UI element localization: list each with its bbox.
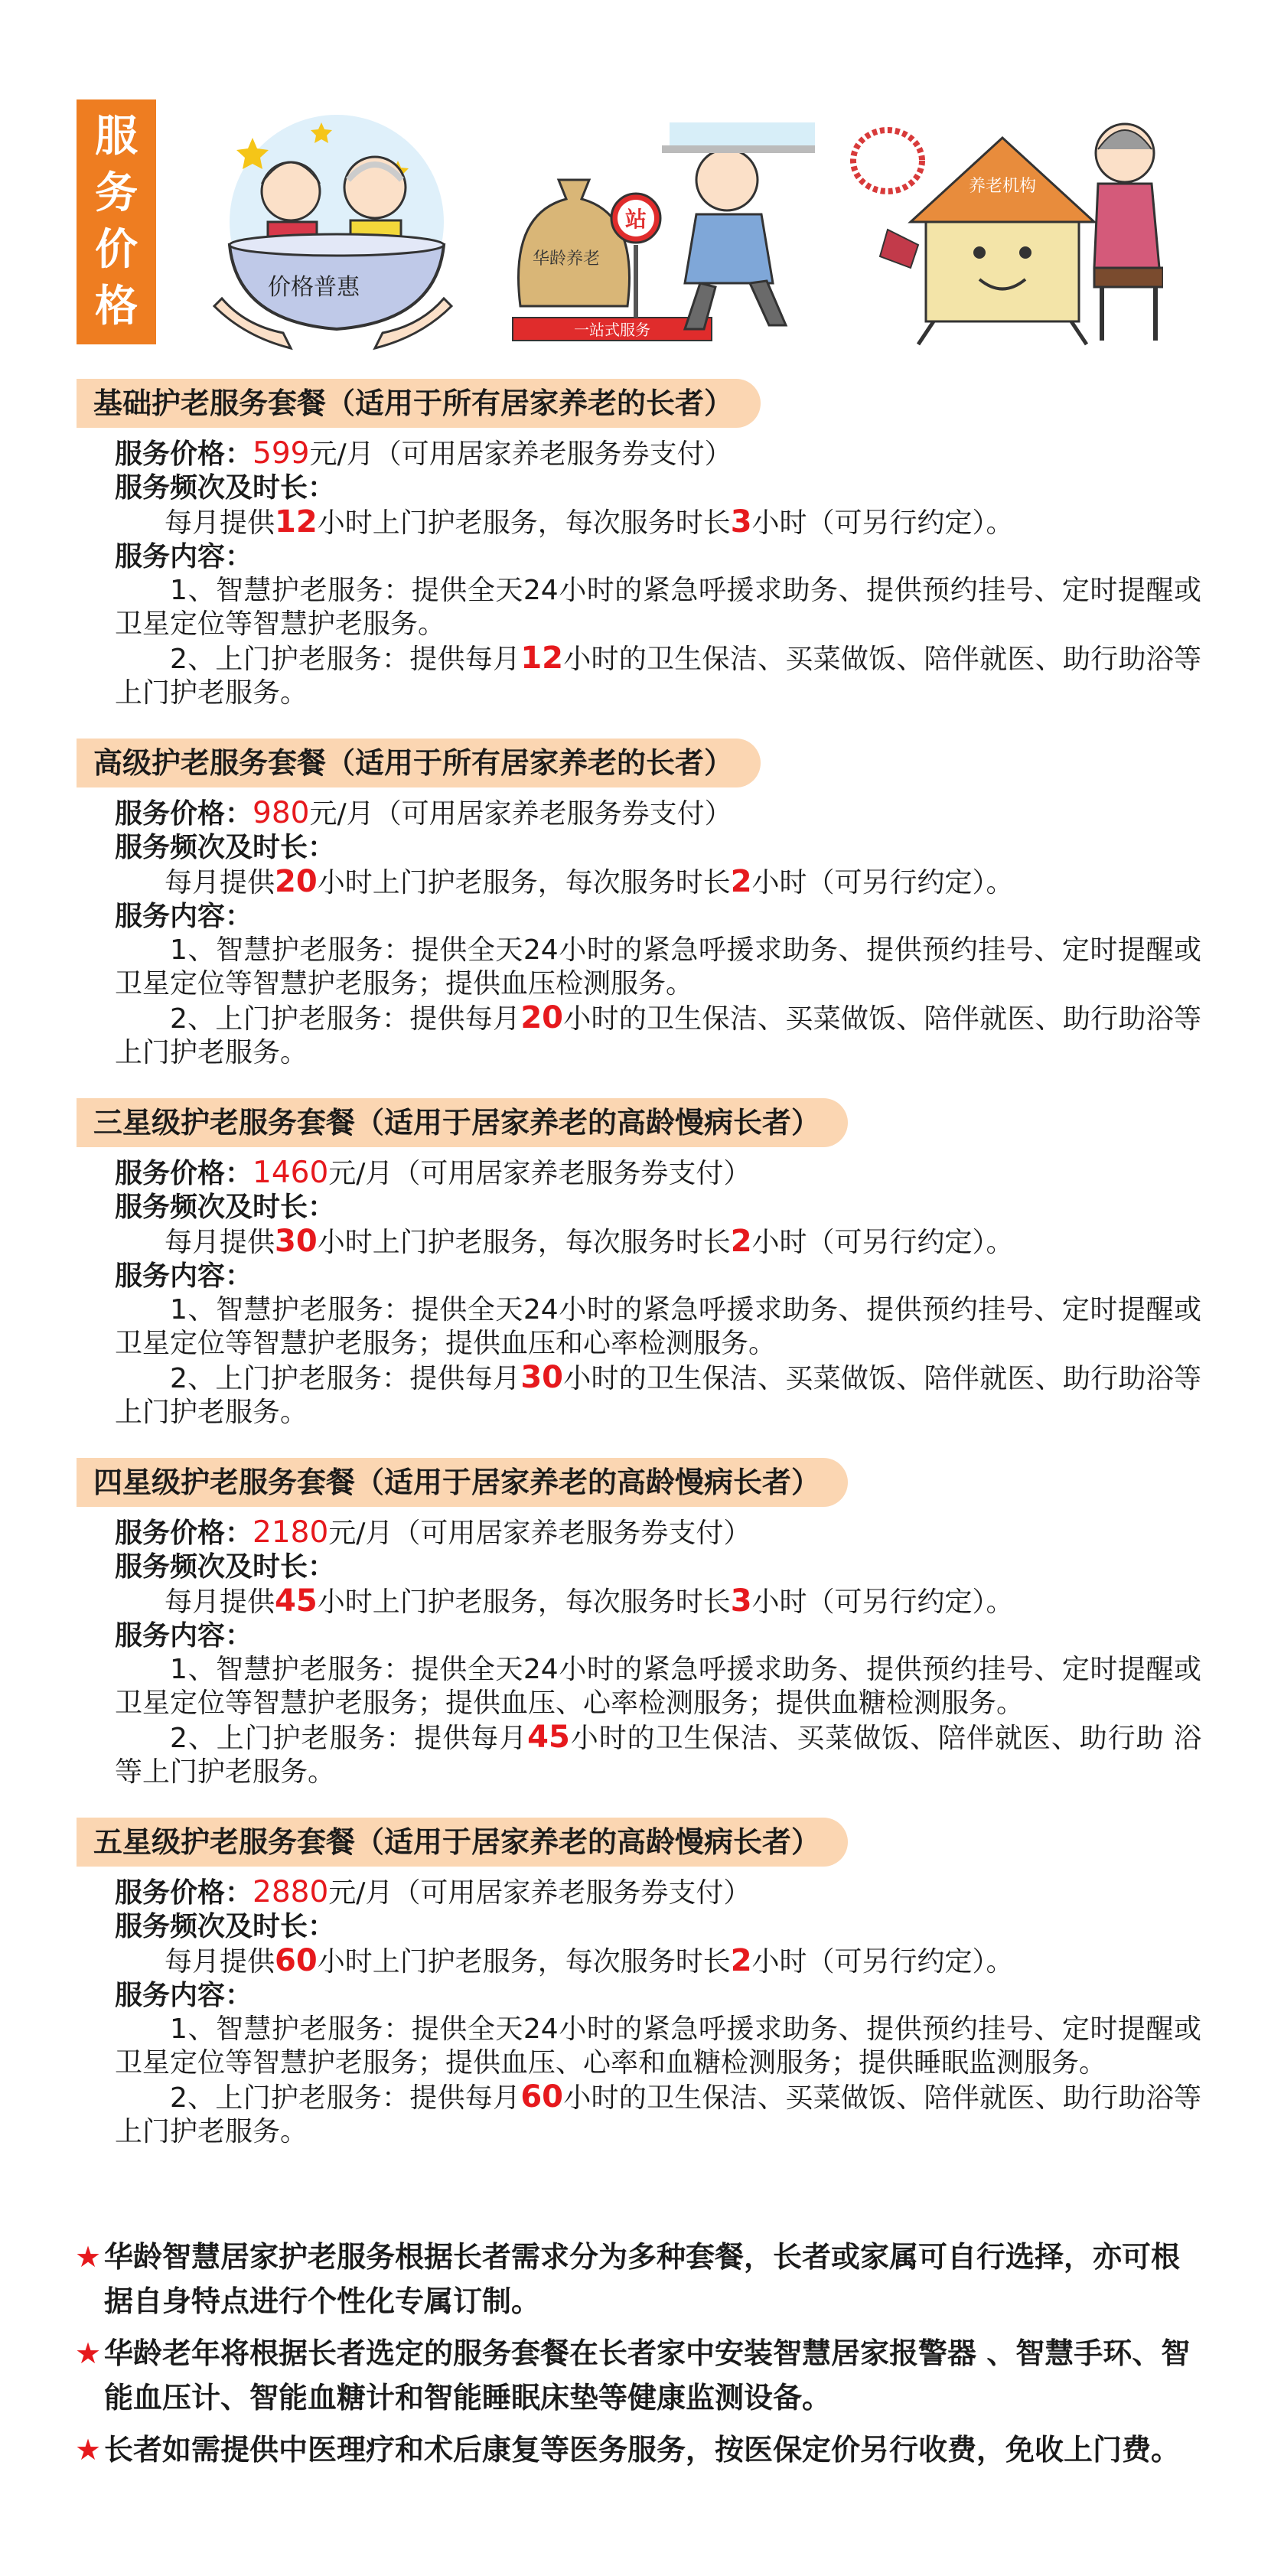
service-item-home bbox=[115, 641, 1201, 710]
freq-text-c: 小时（可另行约定）。 bbox=[751, 867, 1014, 898]
nursing-home-illustration bbox=[842, 107, 1163, 352]
notes-section bbox=[75, 2235, 1207, 2480]
package-title: 四星级护老服务套餐（适用于居家养老的高龄慢病长者） bbox=[77, 1458, 848, 1507]
item2-hours: 60 bbox=[520, 2079, 563, 2115]
freq-text-c: 小时（可另行约定）。 bbox=[751, 1586, 1014, 1618]
price-value: 599 bbox=[253, 436, 310, 471]
freq-text-a: 每月提供 bbox=[165, 1586, 275, 1618]
banner-text: 一站式服务 bbox=[574, 321, 650, 339]
item2-text-b: 小时的卫生保洁、买菜做饭、陪伴就医、助行助浴等上门护老服务。 bbox=[115, 2082, 1201, 2147]
frequency-text bbox=[115, 1224, 1201, 1260]
note-item bbox=[75, 2331, 1207, 2420]
price-row bbox=[115, 1516, 1201, 1550]
price-suffix: 元/月（可用居家养老服务券支付） bbox=[309, 439, 732, 470]
price-suffix: 元/月（可用居家养老服务券支付） bbox=[328, 1877, 751, 1909]
item2-hours: 20 bbox=[520, 1000, 563, 1035]
content-label: 服务内容： bbox=[115, 1260, 253, 1292]
item2-hours: 30 bbox=[520, 1360, 563, 1395]
content-label: 服务内容： bbox=[115, 1980, 253, 2011]
package-title: 三星级护老服务套餐（适用于居家养老的高龄慢病长者） bbox=[77, 1098, 848, 1147]
freq-text-b: 小时上门护老服务，每次服务时长 bbox=[317, 1946, 731, 1978]
price-row bbox=[115, 1156, 1201, 1191]
note-item bbox=[75, 2235, 1207, 2323]
item2-text-b: 小时的卫生保洁、买菜做饭、陪伴就医、助行助 浴等上门护老服务。 bbox=[115, 1723, 1201, 1788]
price-value: 2880 bbox=[253, 1875, 329, 1909]
package-body bbox=[115, 1156, 1201, 1430]
freq-text-b: 小时上门护老服务，每次服务时长 bbox=[317, 867, 731, 898]
price-label: 服务价格： bbox=[115, 1158, 253, 1189]
monthly-hours: 30 bbox=[275, 1224, 318, 1259]
item2-text-a: 2、上门护老服务：提供每月 bbox=[170, 1723, 528, 1754]
service-item-smart: 1、智慧护老服务：提供全天24小时的紧急呼援求助务、提供预约挂号、定时提醒或卫星定位等智慧护老服务；提供血压检测服务。 bbox=[115, 934, 1201, 999]
package-three-star bbox=[0, 1098, 1271, 1458]
package-body bbox=[115, 1876, 1201, 2149]
item2-text-b: 小时的卫生保洁、买菜做饭、陪伴就医、助行助浴等上门护老服务。 bbox=[115, 644, 1201, 709]
package-title: 高级护老服务套餐（适用于所有居家养老的长者） bbox=[77, 739, 761, 787]
item2-text-a: 2、上门护老服务：提供每月 bbox=[170, 2082, 521, 2114]
item2-hours: 45 bbox=[527, 1720, 570, 1755]
freq-text-a: 每月提供 bbox=[165, 1946, 275, 1978]
service-item-home bbox=[115, 2080, 1201, 2149]
price-label: 服务价格： bbox=[115, 1518, 253, 1549]
package-list bbox=[0, 379, 1271, 2204]
content-label: 服务内容： bbox=[115, 901, 253, 932]
freq-text-c: 小时（可另行约定）。 bbox=[751, 1227, 1014, 1258]
package-advanced bbox=[0, 739, 1271, 1098]
freq-text-a: 每月提供 bbox=[165, 1227, 275, 1258]
price-suffix: 元/月（可用居家养老服务券支付） bbox=[328, 1158, 751, 1189]
package-title: 五星级护老服务套餐（适用于居家养老的高龄慢病长者） bbox=[77, 1818, 848, 1867]
section-title bbox=[77, 99, 156, 344]
price-label: 服务价格： bbox=[115, 1877, 253, 1909]
frequency-label: 服务频次及时长： bbox=[115, 472, 336, 504]
star-icon: ★ bbox=[75, 2433, 102, 2467]
item2-text-a: 2、上门护老服务：提供每月 bbox=[170, 1003, 521, 1035]
title-char: 务 bbox=[95, 168, 138, 218]
frequency-label: 服务频次及时长： bbox=[115, 1192, 336, 1223]
price-row bbox=[115, 437, 1201, 471]
price-label: 服务价格： bbox=[115, 798, 253, 830]
session-hours: 2 bbox=[730, 1224, 752, 1259]
service-item-home bbox=[115, 1720, 1201, 1789]
monthly-hours: 20 bbox=[275, 864, 318, 899]
bag-text: 华龄养老 bbox=[532, 249, 601, 269]
note-text: 华龄智慧居家护老服务根据长者需求分为多种套餐，长者或家属可自行选择，亦可根据自身特点进行个性化专属订制。 bbox=[104, 2240, 1181, 2318]
monthly-hours: 45 bbox=[275, 1583, 318, 1619]
item2-text-b: 小时的卫生保洁、买菜做饭、陪伴就医、助行助浴等上门护老服务。 bbox=[115, 1003, 1201, 1068]
session-hours: 3 bbox=[730, 504, 752, 540]
freq-text-a: 每月提供 bbox=[165, 867, 275, 898]
price-label: 服务价格： bbox=[115, 439, 253, 470]
package-body bbox=[115, 437, 1201, 710]
bowl-text: 价格普惠 bbox=[268, 274, 360, 301]
note-text: 华龄老年将根据长者选定的服务套餐在长者家中安装智慧居家报警器 、智慧手环、智能血压计、智能血糖计和智能睡眠床垫等健康监测设备。 bbox=[104, 2336, 1191, 2415]
session-hours: 2 bbox=[730, 864, 752, 899]
note-item bbox=[75, 2428, 1207, 2472]
frequency-label: 服务频次及时长： bbox=[115, 1911, 336, 1942]
title-char: 服 bbox=[95, 112, 138, 161]
package-body bbox=[115, 1516, 1201, 1789]
service-item-home bbox=[115, 1001, 1201, 1070]
frequency-label: 服务频次及时长： bbox=[115, 1551, 336, 1583]
price-suffix: 元/月（可用居家养老服务券支付） bbox=[309, 798, 732, 830]
service-item-smart: 1、智慧护老服务：提供全天24小时的紧急呼援求助务、提供预约挂号、定时提醒或卫星定位等智慧护老服务；提供血压和心率检测服务。 bbox=[115, 1294, 1201, 1359]
price-value: 1460 bbox=[253, 1156, 329, 1190]
title-char: 格 bbox=[95, 282, 138, 331]
item2-text-b: 小时的卫生保洁、买菜做饭、陪伴就医、助行助浴等上门护老服务。 bbox=[115, 1363, 1201, 1428]
monthly-hours: 12 bbox=[275, 504, 318, 540]
elderly-couple-bowl-illustration bbox=[207, 107, 459, 352]
package-title: 基础护老服务套餐（适用于所有居家养老的长者） bbox=[77, 379, 761, 428]
service-item-smart: 1、智慧护老服务：提供全天24小时的紧急呼援求助务、提供预约挂号、定时提醒或卫星定位等智慧护老服务。 bbox=[115, 575, 1201, 640]
frequency-label: 服务频次及时长： bbox=[115, 832, 336, 863]
freq-text-c: 小时（可另行约定）。 bbox=[751, 507, 1014, 539]
price-row bbox=[115, 1876, 1201, 1910]
item2-hours: 12 bbox=[520, 641, 563, 676]
content-label: 服务内容： bbox=[115, 1620, 253, 1652]
package-basic bbox=[0, 379, 1271, 739]
freq-text-b: 小时上门护老服务，每次服务时长 bbox=[317, 1227, 731, 1258]
star-icon: ★ bbox=[75, 2336, 102, 2370]
price-row bbox=[115, 797, 1201, 831]
content-label: 服务内容： bbox=[115, 541, 253, 572]
package-five-star bbox=[0, 1818, 1271, 2204]
price-value: 980 bbox=[253, 796, 310, 830]
frequency-text bbox=[115, 1944, 1201, 1979]
title-char: 价 bbox=[95, 225, 138, 275]
house-sign: 养老机构 bbox=[968, 177, 1037, 196]
freq-text-b: 小时上门护老服务，每次服务时长 bbox=[317, 1586, 731, 1618]
frequency-text bbox=[115, 505, 1201, 540]
station-text: 站 bbox=[624, 207, 647, 232]
session-hours: 3 bbox=[730, 1583, 752, 1619]
star-icon: ★ bbox=[75, 2240, 102, 2274]
price-value: 2180 bbox=[253, 1515, 329, 1550]
session-hours: 2 bbox=[730, 1943, 752, 1978]
service-item-home bbox=[115, 1361, 1201, 1430]
package-body bbox=[115, 797, 1201, 1070]
one-stop-service-illustration bbox=[505, 122, 826, 352]
note-text: 长者如需提供中医理疗和术后康复等医务服务，按医保定价另行收费，免收上门费。 bbox=[104, 2433, 1181, 2467]
item2-text-a: 2、上门护老服务：提供每月 bbox=[170, 1363, 521, 1394]
frequency-text bbox=[115, 865, 1201, 900]
header bbox=[0, 0, 1271, 367]
service-item-smart: 1、智慧护老服务：提供全天24小时的紧急呼援求助务、提供预约挂号、定时提醒或卫星定位等智慧护老服务；提供血压、心率检测服务；提供血糖检测服务。 bbox=[115, 1654, 1201, 1719]
package-four-star bbox=[0, 1458, 1271, 1818]
freq-text-c: 小时（可另行约定）。 bbox=[751, 1946, 1014, 1978]
freq-text-a: 每月提供 bbox=[165, 507, 275, 539]
service-item-smart: 1、智慧护老服务：提供全天24小时的紧急呼援求助务、提供预约挂号、定时提醒或卫星定位等智慧护老服务；提供血压、心率和血糖检测服务；提供睡眠监测服务。 bbox=[115, 2014, 1201, 2079]
monthly-hours: 60 bbox=[275, 1943, 318, 1978]
freq-text-b: 小时上门护老服务，每次服务时长 bbox=[317, 507, 731, 539]
item2-text-a: 2、上门护老服务：提供每月 bbox=[170, 644, 521, 675]
price-suffix: 元/月（可用居家养老服务券支付） bbox=[328, 1518, 751, 1549]
frequency-text bbox=[115, 1584, 1201, 1619]
